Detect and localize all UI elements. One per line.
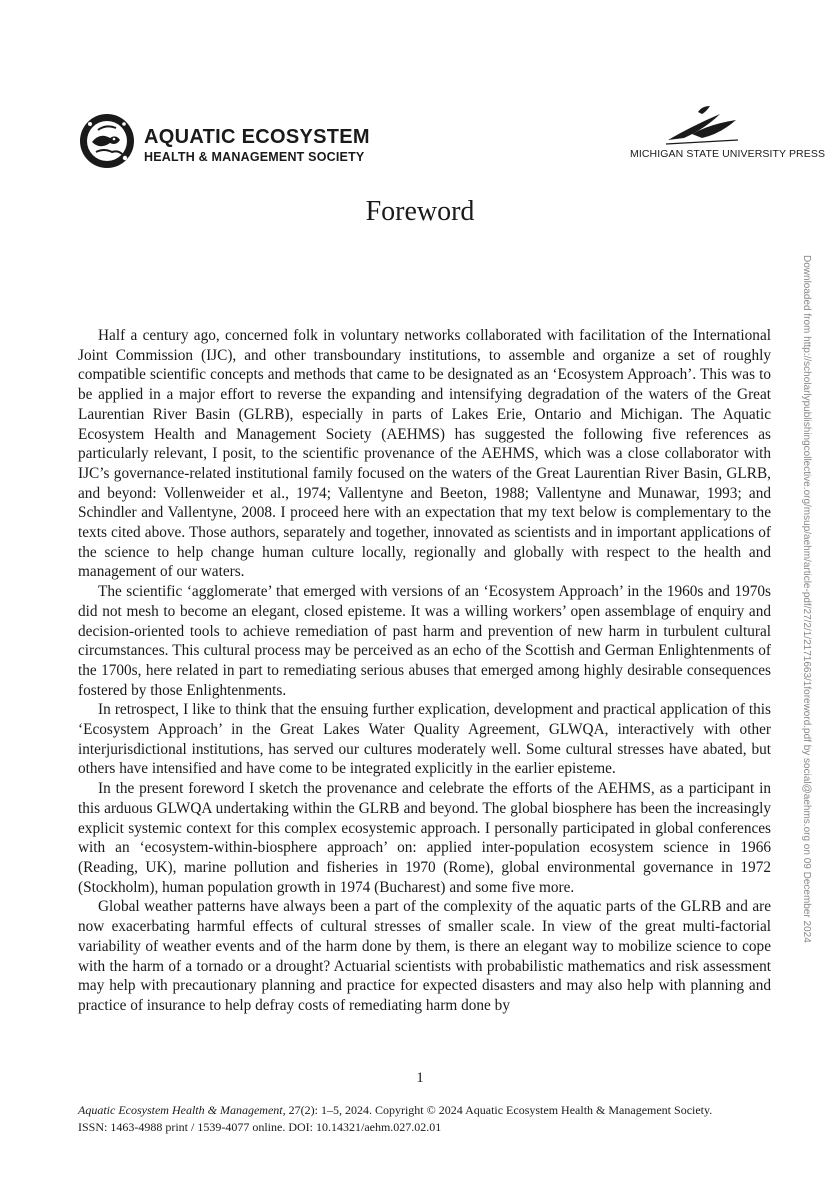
paragraph: In retrospect, I like to think that the ensuing further explication, development and practical application of this ‘Ecosystem Approach’ in the Great Lakes Water Quality Agreement, GLWQA, interactively with other interjurisdictional institutions, has served our cultures moderately well. Some cultural stresses have abated, but others have intensified and have come to be integrated explicitly in the earlier episteme. bbox=[78, 701, 771, 778]
aehms-logo bbox=[78, 112, 368, 172]
paragraph: The scientific ‘agglomerate’ that emerged with versions of an ‘Ecosystem Approach’ in the 1960s and 1970s did not mesh to become an elegant, closed episteme. It was a willing workers’ open assemblage of enquiry and decision-oriented tools to achieve remediation of past harm and prevention of new harm in turbulent cultural circumstances. This cultural process may be perceived as an echo of the Scottish and German Enlightenments of the 1700s, here related in part to remediating serious abuses that emerged among highly desirable consequences fostered by those Enlightenments. bbox=[78, 583, 771, 699]
issn-doi-line: ISSN: 1463-4988 print / 1539-4077 online. DOI: 10.14321/aehm.027.02.01 bbox=[78, 1119, 442, 1134]
aehms-name-line2: HEALTH & MANAGEMENT SOCIETY bbox=[144, 150, 365, 164]
citation-details: , 27(2): 1–5, 2024. Copyright © 2024 Aquatic Ecosystem Health & Management Society. bbox=[282, 1103, 713, 1117]
download-watermark: Downloaded from http://scholarlypublishingcollective.org/msup/aehm/article-pdf/27/2/1/2171663/1foreword.pdf by social@aehms.org on 09 December 2024 bbox=[801, 255, 812, 943]
page-number: 1 bbox=[416, 1070, 424, 1086]
msu-press-name: MICHIGAN STATE UNIVERSITY PRESS bbox=[630, 148, 826, 160]
fish-circle-emblem-icon bbox=[78, 112, 136, 170]
page-title: Foreword bbox=[365, 196, 475, 227]
article-body bbox=[78, 326, 771, 1016]
msu-press-logo bbox=[630, 104, 826, 166]
journal-name: Aquatic Ecosystem Health & Management bbox=[78, 1103, 283, 1117]
citation-footer bbox=[78, 1102, 778, 1135]
aehms-name-line1: AQUATIC ECOSYSTEM bbox=[144, 126, 370, 148]
paragraph: Global weather patterns have always been a part of the complexity of the aquatic parts of the GLRB and are now exacerbating harmful effects of cultural stresses of smaller scale. In view of the great multi-factorial variability of weather events and of the harm done by them, is there an elegant way to mobilize science to cope with the harm of a tornado or a drought? Actuarial scientists with probabilistic mathematics and risk assessment may help with precautionary planning and practice for expected disasters and may also help with planning and practice of insurance to help defray costs of remediating harm done by bbox=[78, 898, 771, 1014]
citation-line bbox=[78, 1102, 778, 1119]
paragraph: In the present foreword I sketch the provenance and celebrate the efforts of the AEHMS, as a participant in this arduous GLWQA undertaking within the GLRB and beyond. The global biosphere has been the increasingly explicit systemic context for this complex ecosystemic approach. I personally participated in global conferences with an ‘ecosystem-within-biosphere approach’ on: applied inter-population ecosystem science in 1966 (Reading, UK), marine pollution and fisheries in 1970 (Rome), global environmental governance in 1972 (Stockholm), human population growth in 1974 (Bucharest) and some five more. bbox=[78, 780, 771, 896]
paragraph: Half a century ago, concerned folk in voluntary networks collaborated with facilitation of the International Joint Commission (IJC), and other transboundary institutions, to assemble and organize a set of roughly compatible scientific concepts and methods that came to be designated as an ‘Ecosystem Approach’. This was to be applied in a major effort to reverse the expanding and intensifying degradation of the waters of the Great Laurentian River Basin (GLRB), especially in parts of Lakes Erie, Ontario and Michigan. The Aquatic Ecosystem Health and Management Society (AEHMS) has suggested the following five references as particularly relevant, I posit, to the scientific provenance of the AEHMS, which was a close collaborator with IJC’s governance-related institutional family focused on the waters of the Great Laurentian River Basin, GLRB, and beyond: Vollenweider et al., 1974; Vallentyne and Beeton, 1988; Vallentyne and Munawar, 1993; and Schindler and Vallentyne, 2008. I proceed here with an expectation that my text below is complementary to the texts cited above. Those authors, separately and together, innovated as scientists and in important applications of the science to help change human culture locally, regionally and globally with respect to the health and management of our waters. bbox=[78, 327, 771, 581]
msu-press-emblem-icon bbox=[662, 104, 742, 146]
